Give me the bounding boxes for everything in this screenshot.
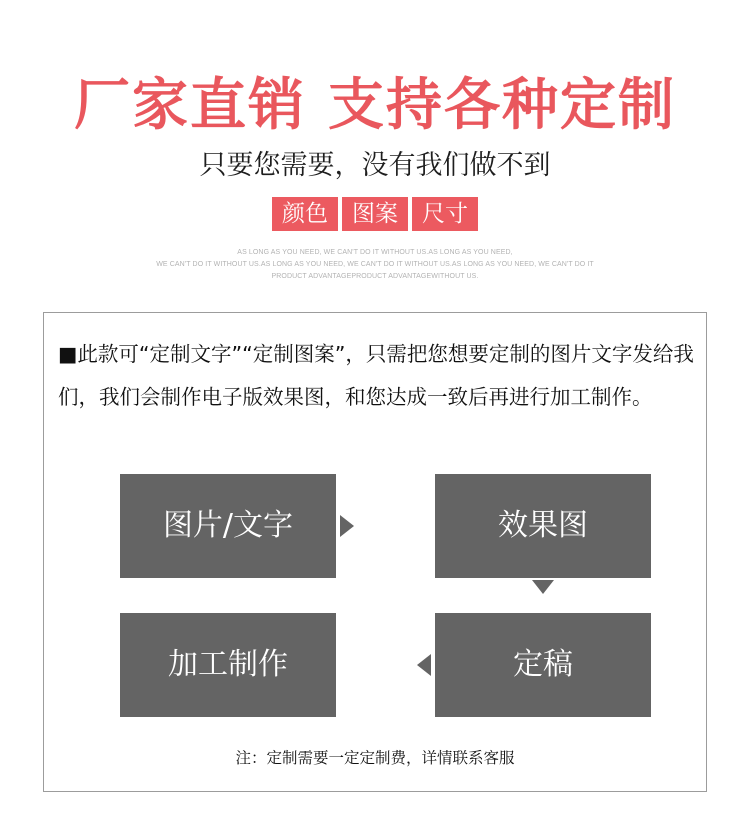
arrow-left-icon xyxy=(417,654,431,676)
tag-row xyxy=(0,197,750,231)
tagline-line-3: PRODUCT ADVANTAGEPRODUCT ADVANTAGEWITHOUT US. xyxy=(271,273,479,280)
headline-part1: 厂家直销 xyxy=(74,73,306,138)
tagline-line-1: AS LONG AS YOU NEED, WE CAN'T DO IT WITHOUT US.AS LONG AS YOU NEED, xyxy=(237,249,513,256)
arrow-right-icon xyxy=(340,515,354,537)
english-tagline xyxy=(0,247,750,283)
step-production: 加工制作 xyxy=(120,613,336,717)
subline: 只要您需要，没有我们做不到 xyxy=(199,150,551,181)
customization-panel xyxy=(43,312,707,792)
intro-text: ■此款可“定制文字”“定制图案”，只需把您想要定制的图片文字发给我们，我们会制作电子版效果图，和您达成一致后再进行加工制作。 xyxy=(58,342,694,409)
footnote: 注：定制需要一定定制费，详情联系客服 xyxy=(235,749,515,767)
tag-pattern: 图案 xyxy=(342,197,408,231)
step-finalize: 定稿 xyxy=(435,613,651,717)
headline-part2: 支持各种定制 xyxy=(328,73,676,138)
headline xyxy=(0,70,750,142)
step-image-text: 图片/文字 xyxy=(120,474,336,578)
tag-color: 颜色 xyxy=(272,197,338,231)
tagline-line-2: WE CAN'T DO IT WITHOUT US.AS LONG AS YOU NEED, WE CAN'T DO IT WITHOUT US.AS LONG AS YOU NEED, WE CAN'T DO IT xyxy=(156,261,594,268)
arrow-down-icon xyxy=(532,580,554,594)
step-preview: 效果图 xyxy=(435,474,651,578)
tag-size: 尺寸 xyxy=(412,197,478,231)
